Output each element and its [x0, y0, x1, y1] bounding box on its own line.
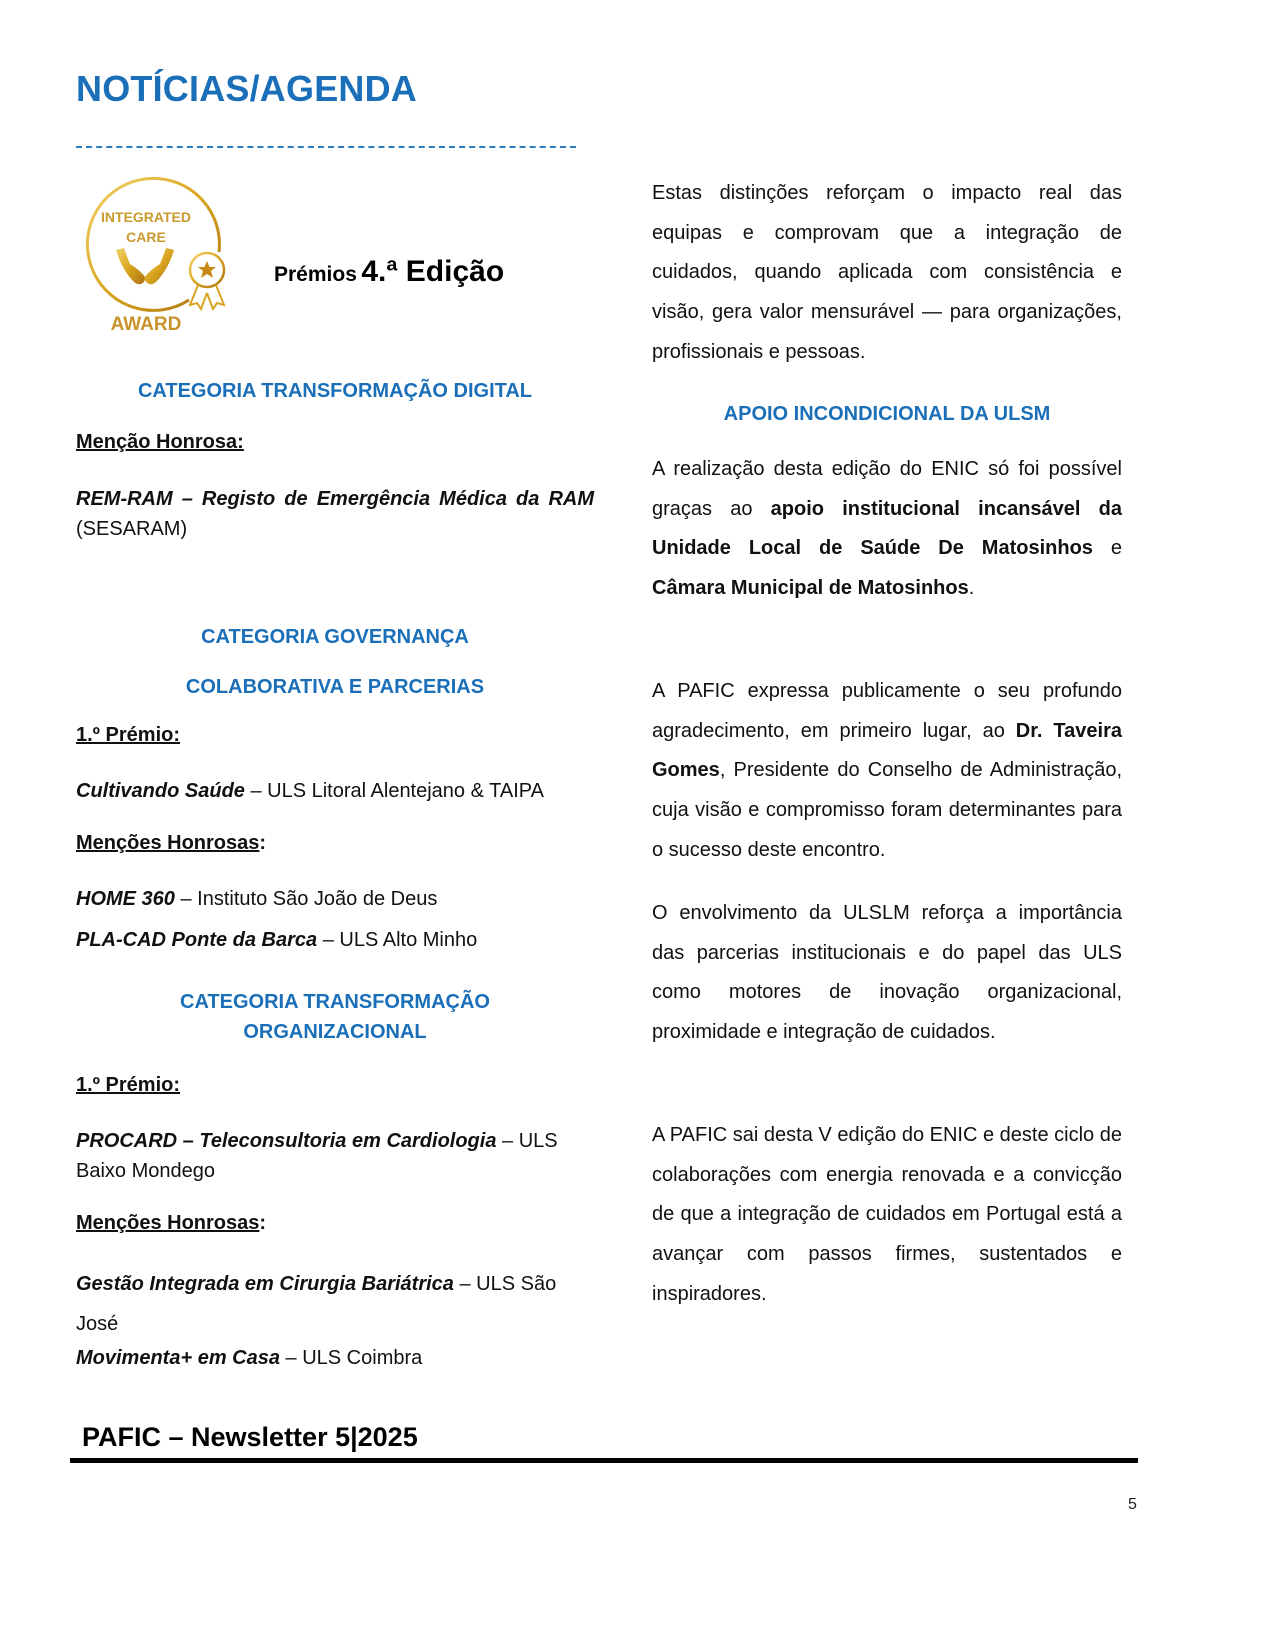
category-organizational-title-2: ORGANIZACIONAL — [243, 1021, 427, 1043]
entry-name: HOME 360 — [76, 888, 175, 910]
entry-org: (SESARAM) — [76, 518, 188, 540]
category-digital-title: CATEGORIA TRANSFORMAÇÃO DIGITAL — [137, 380, 533, 402]
entry-name: Movimenta+ em Casa — [76, 1347, 280, 1369]
support-heading: APOIO INCONDICIONAL DA ULSM — [723, 403, 1051, 425]
entry-name: Gestão Integrada em Cirurgia Bariátrica — [76, 1273, 454, 1295]
newsletter-footer-title: PAFIC – Newsletter 5|2025 — [82, 1422, 418, 1452]
intro-paragraph: Estas distinções reforçam o impacto real das equipas e comprovam que a integração de cuidados, quando aplicada com consistência e visão, gera valor mensurável — para organizações, profissionais e pessoas. — [652, 182, 1122, 363]
svg-text:AWARD: AWARD — [110, 314, 182, 335]
entry-name: PROCARD – Teleconsultoria em Cardiologia — [76, 1130, 497, 1152]
footer-rule — [70, 1458, 1138, 1463]
svg-text:INTEGRATED: INTEGRATED — [101, 209, 191, 225]
category-governance-title-2: COLABORATIVA E PARCERIAS — [185, 676, 485, 698]
entry-org: – ULS Coimbra — [279, 1347, 423, 1369]
support-paragraph: A realização desta edição do ENIC só foi possível graças ao apoio institucional incansável da Unidade Local de Saúde De Matosinhos e Câmara Municipal de Matosinhos. — [652, 458, 1122, 600]
premios-prefix: Prémios — [274, 263, 357, 286]
dashed-divider — [76, 146, 576, 148]
first-prize-label: 1.º Prémio: — [76, 1074, 181, 1096]
first-prize-label: 1.º Prémio: — [76, 724, 181, 746]
integrated-care-award-logo — [74, 172, 230, 336]
involvement-paragraph: O envolvimento da ULSLM reforça a importância das parcerias institucionais e do papel das ULS como motores de inovação organizacional, proximidade e integração de cuidados. — [652, 902, 1122, 1044]
entry-name: REM-RAM – Registo de Emergência Médica da RAM — [76, 488, 594, 510]
mentions-label: Menções Honrosas: — [76, 1212, 267, 1234]
award-badge-icon — [74, 172, 230, 336]
entry-org: – ULS São José — [76, 1273, 557, 1335]
entry-name: Cultivando Saúde — [76, 780, 245, 802]
entry-org: – ULS Alto Minho — [317, 929, 478, 951]
award-entry — [76, 1264, 592, 1344]
entry-org: – ULS Baixo Mondego — [76, 1130, 558, 1182]
award-entry — [76, 1126, 592, 1186]
mentions-label: Menções Honrosas: — [76, 832, 267, 854]
entry-org: – Instituto São João de Deus — [174, 888, 438, 910]
entry-org: – ULS Litoral Alentejano & TAIPA — [244, 780, 544, 802]
mention-label: Menção Honrosa: — [76, 431, 244, 453]
premios-edition: 4.ª Edição — [361, 255, 505, 288]
closing-paragraph: A PAFIC sai desta V edição do ENIC e deste ciclo de colaborações com energia renovada e a convicção de que a integração de cuidados em Portugal está a avançar com passos firmes, sustentados e inspiradores. — [652, 1124, 1122, 1305]
award-entry — [76, 884, 594, 914]
award-entry — [76, 484, 594, 544]
section-title: NOTÍCIAS/AGENDA — [76, 68, 418, 109]
category-organizational-title-1: CATEGORIA TRANSFORMAÇÃO — [180, 991, 490, 1013]
thanks-paragraph: A PAFIC expressa publicamente o seu profundo agradecimento, em primeiro lugar, ao Dr. Taveira Gomes, Presidente do Conselho de Administração, cuja visão e compromisso foram determinantes para o sucesso deste encontro. — [652, 680, 1122, 861]
award-entry — [76, 776, 594, 806]
category-governance-title-1: CATEGORIA GOVERNANÇA — [201, 626, 469, 648]
entry-name: PLA-CAD Ponte da Barca — [76, 929, 318, 951]
award-entry — [76, 1343, 594, 1373]
page-number: 5 — [1128, 1496, 1137, 1513]
award-entry — [76, 925, 594, 955]
svg-text:CARE: CARE — [126, 229, 166, 245]
premios-heading — [274, 255, 504, 289]
